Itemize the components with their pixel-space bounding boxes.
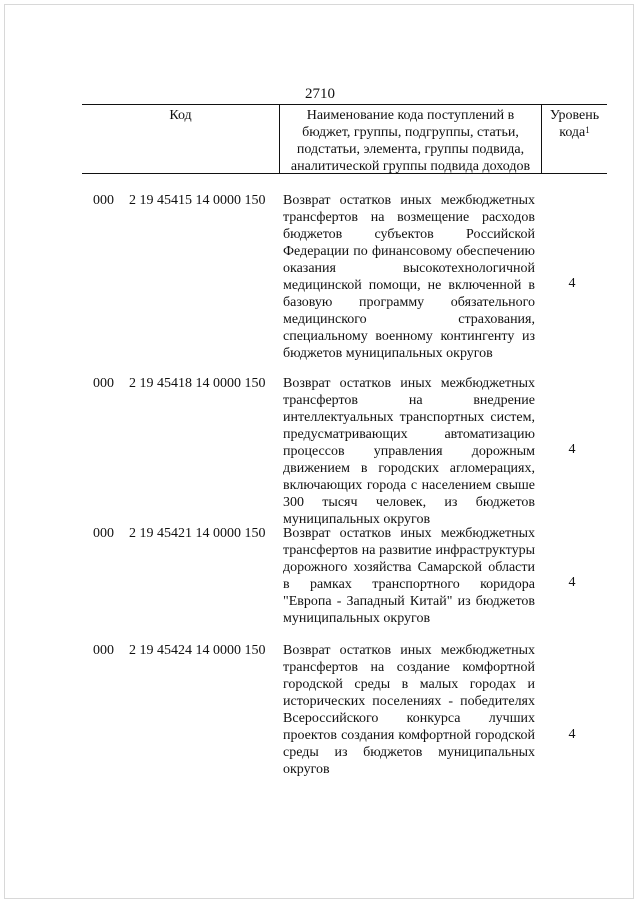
- page-number: 2710: [305, 86, 335, 102]
- table-header: [82, 104, 607, 174]
- header-level-footnote: 1: [585, 125, 590, 135]
- header-level: [542, 105, 607, 173]
- code-level: 4: [568, 442, 576, 457]
- code-level: 4: [568, 727, 576, 742]
- revenue-code: 2 19 45418 14 0000 150: [129, 376, 266, 391]
- code-level: 4: [568, 276, 576, 291]
- code-level: 4: [568, 575, 576, 590]
- admin-code: 000: [93, 193, 114, 208]
- revenue-description: Возврат остатков иных межбюджетных трансфертов на развитие инфраструктуры дорожного хозяйства Самарской области в рамках транспортного коридора "Европа - Западный Китай" из бюджетов муниципальных округов: [283, 526, 535, 626]
- header-code: Код: [82, 105, 280, 173]
- admin-code: 000: [93, 643, 114, 658]
- revenue-description: Возврат остатков иных межбюджетных трансфертов на возмещение расходов бюджетов субъектов Российской Федерации по финансовому обеспечению оказания высокотехнологичной медицинской помощи, не включенной в базовую программу обязательного медицинского страхования, специальному военному контингенту из бюджетов муниципальных округов: [283, 193, 535, 361]
- revenue-code: 2 19 45424 14 0000 150: [129, 643, 266, 658]
- revenue-code: 2 19 45421 14 0000 150: [129, 526, 266, 541]
- revenue-description: Возврат остатков иных межбюджетных трансфертов на внедрение интеллектуальных транспортных систем, предусматривающих автоматизацию процессов управления дорожным движением в городских агломерациях, включающих города с населением свыше 300 тысяч человек, из бюджетов муниципальных округов: [283, 376, 535, 527]
- header-name: Наименование кода поступлений в бюджет, группы, подгруппы, статьи, подстатьи, элемента, группы подвида, аналитической группы подвида доходов: [280, 105, 542, 173]
- revenue-description: Возврат остатков иных межбюджетных трансфертов на создание комфортной городской среды в малых городах и исторических поселениях - победителях Всероссийского конкурса лучших проектов создания комфортной городской среды из бюджетов муниципальных округов: [283, 643, 535, 777]
- header-level-label: Уровень кода: [549, 108, 600, 140]
- admin-code: 000: [93, 526, 114, 541]
- admin-code: 000: [93, 376, 114, 391]
- revenue-code: 2 19 45415 14 0000 150: [129, 193, 266, 208]
